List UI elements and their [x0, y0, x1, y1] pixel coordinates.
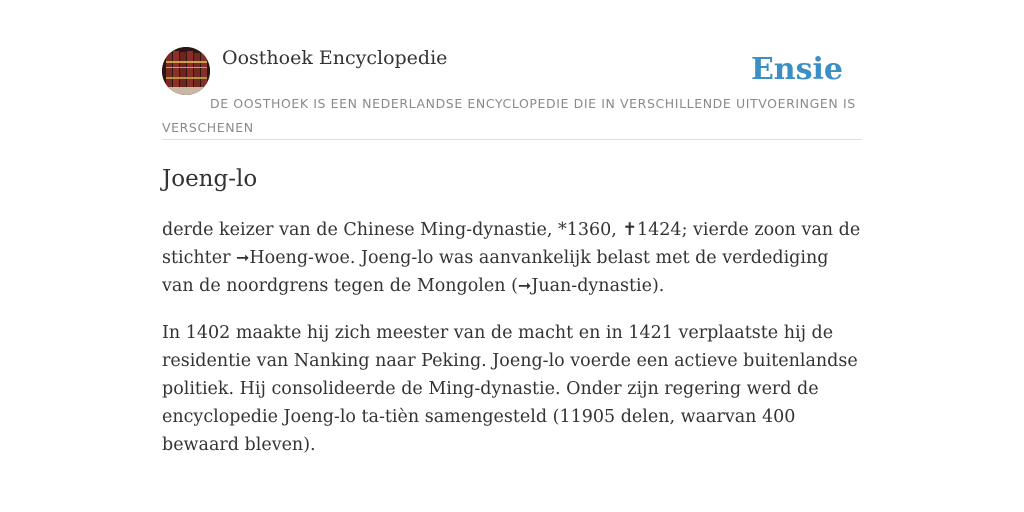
article-title: Joeng-lo: [162, 166, 258, 192]
article-paragraph: [162, 216, 862, 300]
source-avatar[interactable]: [162, 47, 210, 95]
article-paragraph: In 1402 maakte hij zich meester van de macht en in 1421 verplaatste hij de residentie van Nanking naar Peking. Joeng-lo voerde een actieve buitenlandse politiek. Hij consolideerde de Ming-dynastie. Onder zijn regering werd de encyclopedie Joeng-lo ta-tièn samengesteld (11905 delen, waarvan 400 bewaard bleven).: [162, 323, 858, 455]
header: [162, 46, 862, 140]
article-body: [162, 216, 862, 478]
see-also-arrow-icon: ➞: [236, 248, 250, 267]
paragraph-text: derde keizer van de Chinese Ming-dynastie, *1360, ✝1424; vierde zoon van de stichter: [162, 220, 861, 268]
source-description: DE OOSTHOEK IS EEN NEDERLANDSE ENCYCLOPEDIE DIE IN VERSCHILLENDE UITVOERINGEN IS VERSCHENEN: [162, 96, 856, 135]
cross-reference-link[interactable]: Juan-dynastie).: [531, 276, 665, 296]
divider: [162, 139, 862, 140]
see-also-arrow-icon: ➞: [517, 276, 532, 295]
brand-logo[interactable]: Ensie: [750, 52, 843, 87]
source-name[interactable]: Oosthoek Encyclopedie: [222, 47, 448, 69]
cross-reference-link[interactable]: Hoeng-woe. Joeng-lo was aanvankelijk belast met de verdediging van de noordgrens tegen de Mongolen (: [162, 248, 829, 296]
encyclopedia-books-icon: [162, 47, 210, 95]
